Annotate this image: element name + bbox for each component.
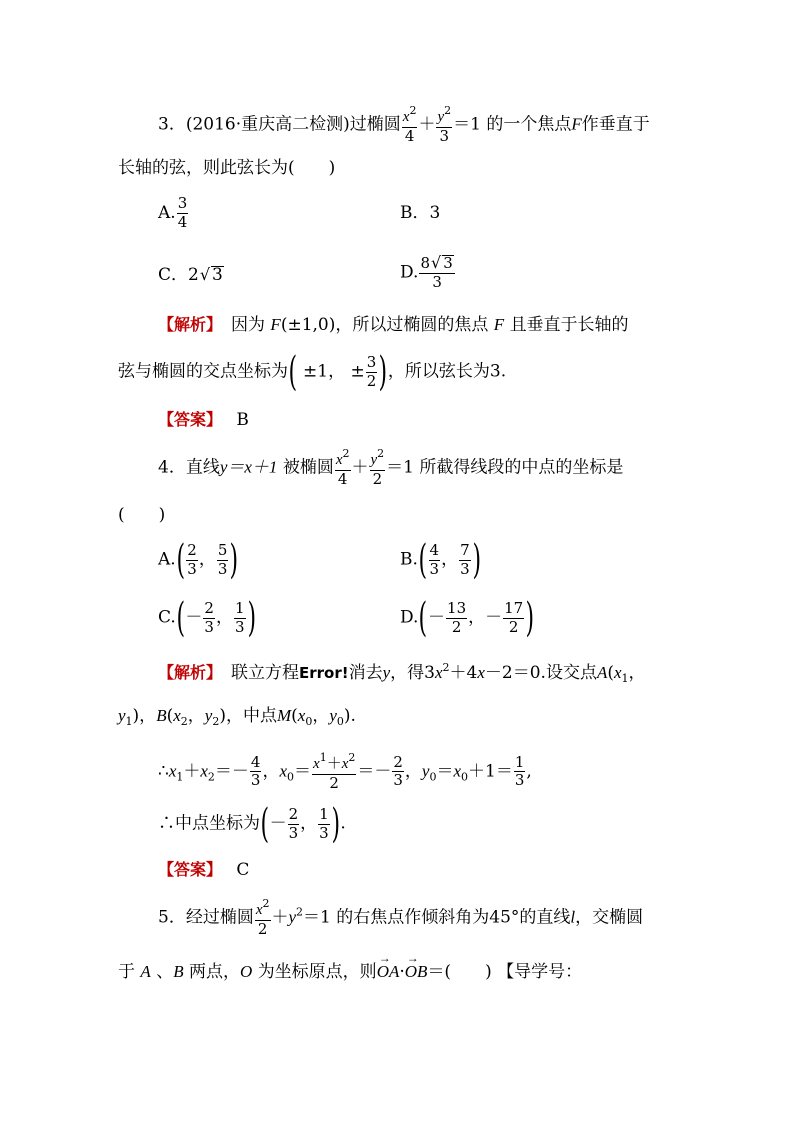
q4-analysis-line3: $\therefore x_1+x_2=-$ $\frac{4}{3}$ ，$x_0=$ $\frac{x^1+x^2}{2}$ ＝－ $\frac{2}{3}$ ，$y_0=x_0+1=$ $\frac{1}{3}$ , <box>158 751 532 792</box>
q5-fraction-x2-2: $\frac{x^2}{2}$ <box>255 897 270 938</box>
q4-answer-line <box>158 862 249 879</box>
q3-analysis-fraction: $\frac{3}{2}$ <box>366 352 377 390</box>
q3-answer-line <box>158 412 249 429</box>
q4-option-b-label: B. <box>400 549 418 570</box>
q4-stem-line: 4．直线y＝x＋1 被椭圆 $\frac{x^2}{4}$ ＋ $\frac{y^2}{2}$ ＝1 所截得线段的中点的坐标是 <box>158 447 624 488</box>
q3-number: 3． <box>158 114 186 135</box>
q3-analysis-line2-text: 弦与椭圆的交点坐标为 <box>118 361 288 382</box>
q3-stem-a: 过椭圆 <box>349 114 401 135</box>
q4-option-a: A.( $\frac{2}{3}$ ， $\frac{5}{3}$ ) <box>158 537 239 583</box>
q3-stem-b: 的一个焦点 <box>486 114 572 135</box>
q3-focus-f: F <box>571 114 582 134</box>
q5-line2-b: 两点， <box>189 962 240 982</box>
q4-option-d-label: D. <box>400 607 419 628</box>
q4-analysis-tag: 【解析】 <box>158 663 215 682</box>
q3-option-c: C．2√ 3 <box>158 265 223 285</box>
q3-option-d <box>400 255 456 291</box>
q3-analysis-line1: 【解析】 因为 F(±1,0)，所以过椭圆的焦点 F 且垂直于长轴的 <box>158 315 629 335</box>
q4-option-c: C.(－ $\frac{2}{3}$ ， $\frac{1}{3}$ ) <box>158 595 256 641</box>
q4-midpoint-label: ∴中点坐标为 <box>158 813 260 834</box>
q4-answer-tag: 【答案】 <box>158 860 215 879</box>
q4-analysis-a: 联立方程 <box>231 663 300 683</box>
q4-option-b: B.( $\frac{4}{3}$ ， $\frac{7}{3}$ ) <box>400 537 481 583</box>
q3-option-a-fraction: $\frac{3}{4}$ <box>177 194 188 231</box>
q5-line2-c: 为坐标原点，则 <box>257 962 377 982</box>
q5-vector-ob: → OB <box>405 963 428 980</box>
q3-option-d-label: D. <box>400 262 419 283</box>
q5-stem-line: 5．经过椭圆 $\frac{x^2}{2}$ $+y^2=1$ 的右焦点作倾斜角为45°的直线l，交椭圆 <box>158 897 644 938</box>
q3-analysis-a: 因为 <box>231 315 266 335</box>
q3-analysis-b: 且垂直于长轴的 <box>509 315 629 335</box>
q5-number: 5． <box>158 907 186 928</box>
q3-stem-line: 3．(2016·重庆高二检测)过椭圆 $\frac{x^2}{4}$ ＋ $\frac{y^2}{3}$ ＝1 的一个焦点F作垂直于 <box>158 104 650 145</box>
q5-guide-number: 【导学号： <box>497 962 583 982</box>
q5-line2-d: ＝( ) <box>427 962 492 982</box>
q4-analysis-b: 消去 <box>348 663 383 683</box>
q5-vector-oa: → OA <box>377 963 400 980</box>
q5-stem-line2: 于 A 、B 两点，O 为坐标原点，则→ OA·→ OB＝( ) 【导学号： <box>118 963 582 981</box>
q4-analysis-c: ，得 <box>390 663 425 683</box>
q4-error-text: Error! <box>299 664 349 682</box>
q3-option-d-fraction: $\frac{8√ 3}{3}$ <box>420 253 453 291</box>
q3-stem-line2: 长轴的弦，则此弦长为( ) <box>118 158 336 178</box>
q4-option-d: D.(－ $\frac{13}{2}$ ，－ $\frac{17}{2}$ ) <box>400 595 535 641</box>
q3-answer: B <box>236 410 249 430</box>
q3-answer-tag: 【答案】 <box>158 410 215 429</box>
q5-stem-a: 经过椭圆 <box>185 907 254 928</box>
q3-option-a <box>158 196 189 231</box>
q4-stem-b: 被椭圆 <box>282 457 334 478</box>
q3-analysis-tag: 【解析】 <box>158 315 215 334</box>
q5-stem-b: 的右焦点作倾斜角为45°的直线 <box>336 907 571 928</box>
q3-analysis-point: (±1,0)，所以过椭圆的焦点 <box>280 315 489 335</box>
q3-source: (2016·重庆高二检测) <box>185 114 350 135</box>
q3-option-a-label: A. <box>158 202 176 223</box>
q4-analysis-line2: $y_1$)，$B(x_2$，$y_2$)，中点$M(x_0$，$y_0$). <box>118 706 356 728</box>
q4-stem-a: 直线 <box>185 457 220 478</box>
q3-option-c-label: C．2 <box>158 265 199 285</box>
q4-answer: C <box>236 860 250 880</box>
q4-fraction-x2-4: $\frac{x^2}{4}$ <box>335 447 350 488</box>
q4-option-a-label: A. <box>158 549 176 570</box>
q4-number: 4． <box>158 457 186 478</box>
q4-line-equation: y＝x＋1 <box>219 457 278 477</box>
q3-fraction-x2-4: $\frac{x^2}{4}$ <box>402 104 417 145</box>
q4-stem-c: 所截得线段的中点的坐标是 <box>419 457 624 478</box>
q5-stem-c: ，交椭圆 <box>575 907 644 928</box>
q3-analysis-line2: 弦与椭圆的交点坐标为( ±1， ± $\frac{3}{2}$ )，所以弦长为3. <box>118 349 507 395</box>
q4-option-c-label: C. <box>158 607 176 628</box>
q4-fraction-y2-2: $\frac{y^2}{2}$ <box>370 447 385 488</box>
q3-option-b: B．3 <box>400 203 441 223</box>
q3-fraction-y2-3: $\frac{y^2}{3}$ <box>437 104 452 145</box>
q4-analysis-line4: ∴中点坐标为(－ $\frac{2}{3}$ ， $\frac{1}{3}$ ). <box>158 801 346 847</box>
q4-analysis-line1: 【解析】 联立方程Error!消去y，得$3x^2+4x-2=0$.设交点$A(x_1$， <box>158 661 646 685</box>
q5-line2-a: 于 <box>118 962 135 982</box>
q3-analysis-line2-end: ，所以弦长为3. <box>387 361 507 382</box>
q4-analysis-line2-text: ，中点 <box>225 706 277 726</box>
q4-stem-line2: ( ) <box>118 505 166 525</box>
q4-analysis-d: ＝0.设交点 <box>512 663 597 683</box>
q3-stem-c: 作垂直于 <box>581 114 650 135</box>
